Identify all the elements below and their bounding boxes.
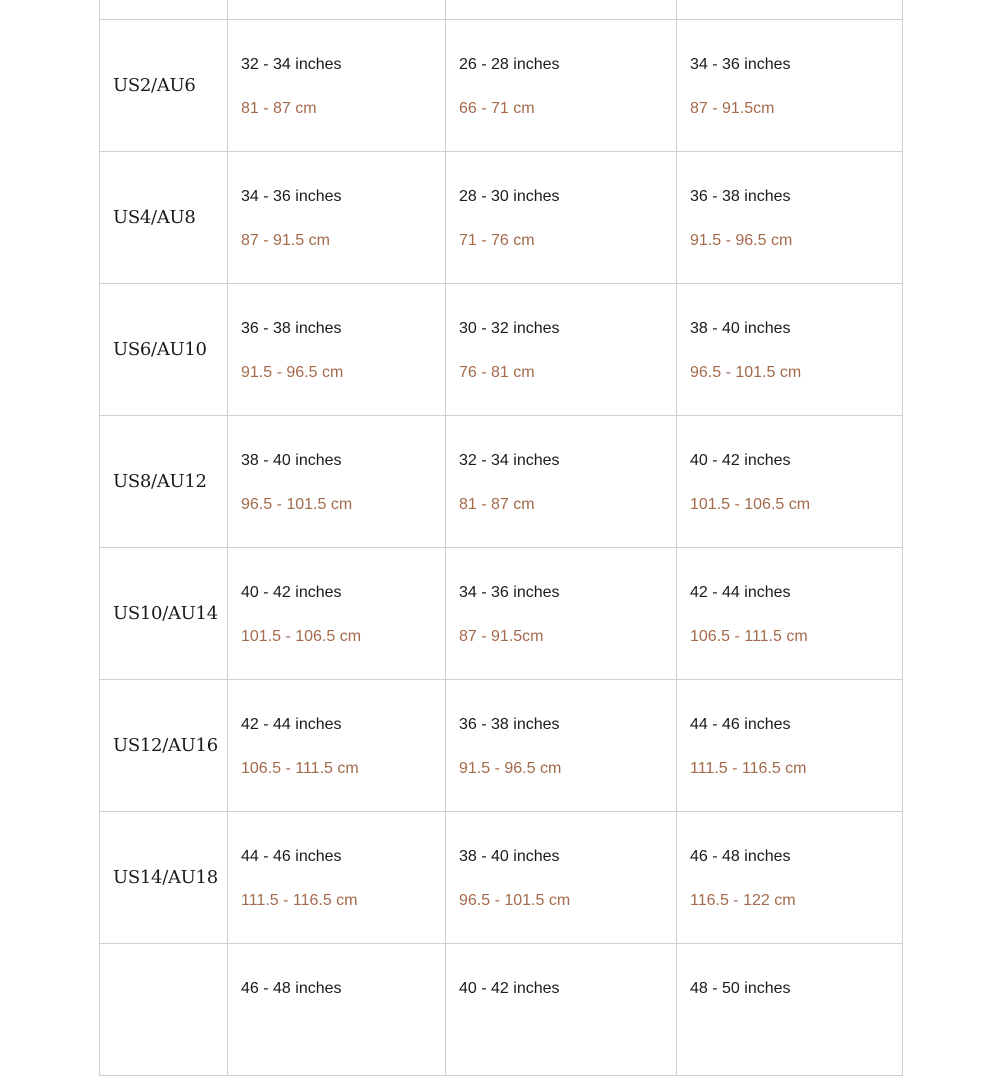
measurement-inches: 30 - 32 inches — [459, 320, 560, 337]
size-label: US6/AU10 — [113, 339, 207, 360]
table-row — [100, 0, 903, 20]
measurement-cm: 106.5 - 111.5 cm — [690, 628, 808, 645]
measurement-cell — [446, 416, 677, 548]
measurement-cm: 96.5 - 101.5 cm — [690, 364, 802, 381]
measurement-cell — [677, 284, 903, 416]
size-label: US14/AU18 — [113, 867, 218, 888]
measurement-cell — [228, 812, 446, 944]
measurement-cell — [228, 0, 446, 20]
size-cell — [100, 680, 228, 812]
measurement-inches: 28 - 30 inches — [459, 188, 560, 205]
measurement-inches: 26 - 28 inches — [459, 56, 560, 73]
measurement-cell — [446, 152, 677, 284]
measurement-cm: 91.5 - 96.5 cm — [690, 232, 793, 249]
measurement-cm: 101.5 - 106.5 cm — [241, 628, 362, 645]
measurement-cm: 87 - 91.5cm — [459, 628, 544, 645]
measurement-cell — [446, 548, 677, 680]
measurement-cm: 116.5 - 122 cm — [690, 892, 796, 909]
measurement-inches: 42 - 44 inches — [241, 716, 342, 733]
size-cell — [100, 284, 228, 416]
table-row — [100, 416, 903, 548]
measurement-cm: 81 - 87 cm — [459, 496, 535, 513]
size-cell — [100, 548, 228, 680]
measurement-cell — [228, 416, 446, 548]
measurement-inches: 42 - 44 inches — [690, 584, 791, 601]
measurement-inches: 46 - 48 inches — [690, 848, 791, 865]
measurement-cm: 111.5 - 116.5 cm — [690, 760, 807, 777]
table-row — [100, 944, 903, 1076]
measurement-cm: 91.5 - 96.5 cm — [459, 760, 562, 777]
measurement-cm: 96.5 - 101.5 cm — [241, 496, 353, 513]
measurement-inches: 40 - 42 inches — [690, 452, 791, 469]
measurement-cell — [446, 0, 677, 20]
measurement-cell — [228, 20, 446, 152]
measurement-cm: 66 - 71 cm — [459, 100, 535, 117]
measurement-cm: 76 - 81 cm — [459, 364, 535, 381]
size-cell — [100, 0, 228, 20]
measurement-cm: 87 - 91.5 cm — [241, 232, 330, 249]
table-row — [100, 548, 903, 680]
measurement-cell — [228, 680, 446, 812]
measurement-inches: 40 - 42 inches — [459, 980, 560, 997]
measurement-cell — [677, 548, 903, 680]
table-row — [100, 812, 903, 944]
size-cell — [100, 944, 228, 1076]
size-label: US10/AU14 — [113, 603, 218, 624]
measurement-cell — [677, 416, 903, 548]
size-label — [100, 944, 227, 999]
measurement-cell — [677, 680, 903, 812]
measurement-cell — [446, 812, 677, 944]
measurement-cell — [446, 20, 677, 152]
measurement-cell — [677, 20, 903, 152]
size-label: US2/AU6 — [113, 75, 196, 96]
measurement-inches: 36 - 38 inches — [459, 716, 560, 733]
measurement-cell — [677, 812, 903, 944]
measurement-inches: 38 - 40 inches — [690, 320, 791, 337]
measurement-inches: 34 - 36 inches — [241, 188, 342, 205]
size-table — [99, 0, 903, 1076]
measurement-cm: 96.5 - 101.5 cm — [459, 892, 571, 909]
measurement-inches: 36 - 38 inches — [241, 320, 342, 337]
measurement-cm: 101.5 - 106.5 cm — [690, 496, 811, 513]
table-row — [100, 680, 903, 812]
measurement-inches: 44 - 46 inches — [241, 848, 342, 865]
measurement-inches: 36 - 38 inches — [690, 188, 791, 205]
measurement-inches: 34 - 36 inches — [459, 584, 560, 601]
size-cell — [100, 812, 228, 944]
measurement-inches: 46 - 48 inches — [241, 980, 342, 997]
size-label: US12/AU16 — [113, 735, 218, 756]
measurement-cell — [446, 284, 677, 416]
size-chart — [99, 0, 902, 1076]
measurement-cm: 81 - 87 cm — [241, 100, 317, 117]
measurement-inches: 38 - 40 inches — [459, 848, 560, 865]
measurement-cell — [228, 152, 446, 284]
measurement-inches: 48 - 50 inches — [690, 980, 791, 997]
measurement-inches: 32 - 34 inches — [241, 56, 342, 73]
measurement-cell — [446, 680, 677, 812]
measurement-inches: 38 - 40 inches — [241, 452, 342, 469]
table-row — [100, 284, 903, 416]
measurement-cm: 91.5 - 96.5 cm — [241, 364, 344, 381]
measurement-cm: 111.5 - 116.5 cm — [241, 892, 358, 909]
size-cell — [100, 20, 228, 152]
measurement-cm: 106.5 - 111.5 cm — [241, 760, 359, 777]
size-cell — [100, 416, 228, 548]
measurement-cell — [446, 944, 677, 1076]
size-cell — [100, 152, 228, 284]
measurement-cell — [677, 0, 903, 20]
size-table-body — [100, 0, 903, 1076]
measurement-cell — [228, 284, 446, 416]
size-label: US8/AU12 — [113, 471, 207, 492]
measurement-cell — [677, 944, 903, 1076]
measurement-cm: 71 - 76 cm — [459, 232, 535, 249]
measurement-cell — [228, 944, 446, 1076]
measurement-inches: 32 - 34 inches — [459, 452, 560, 469]
measurement-inches: 34 - 36 inches — [690, 56, 791, 73]
measurement-cm: 87 - 91.5cm — [690, 100, 775, 117]
measurement-inches: 40 - 42 inches — [241, 584, 342, 601]
table-row — [100, 152, 903, 284]
measurement-cell — [228, 548, 446, 680]
measurement-inches: 44 - 46 inches — [690, 716, 791, 733]
table-row — [100, 20, 903, 152]
size-label: US4/AU8 — [113, 207, 196, 228]
measurement-cell — [677, 152, 903, 284]
